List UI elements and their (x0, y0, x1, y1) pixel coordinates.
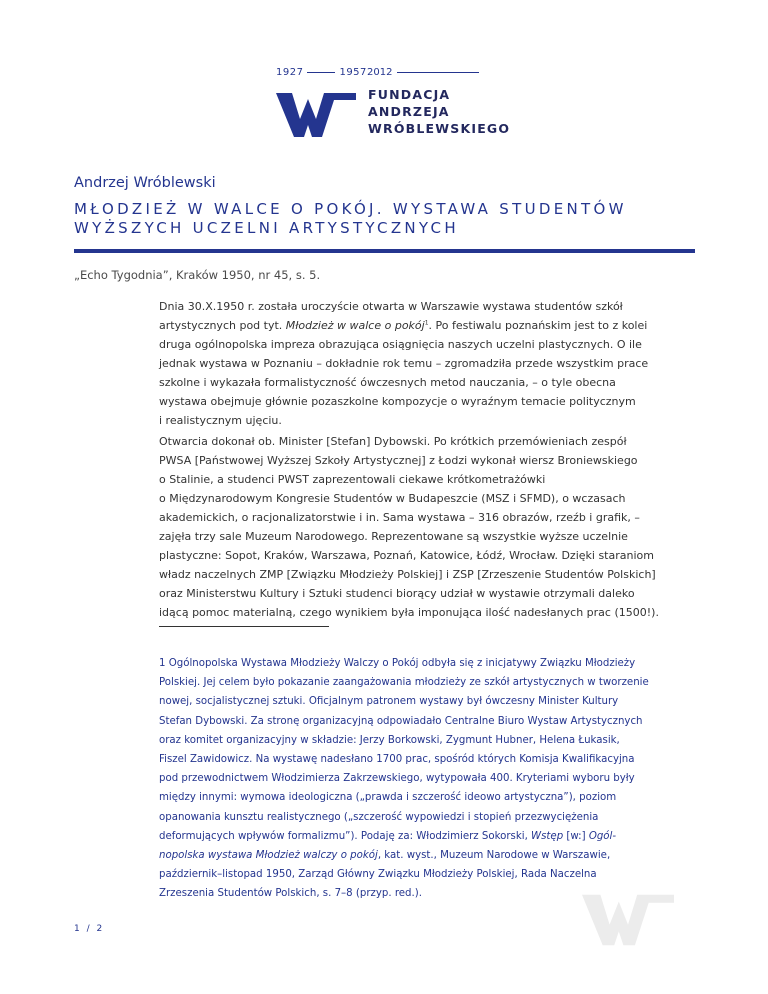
author-name: Andrzej Wróblewski (74, 175, 216, 191)
footnote-line: Zrzeszenia Studentów Polskich, s. 7–8 (przyp. red.). (159, 888, 422, 900)
footnote-line: październik–listopad 1950, Zarząd Główny Związku Młodzieży Polskiej, Rada Naczelna (159, 869, 597, 881)
p2-line: zajęła trzy sale Muzeum Narodowego. Reprezentowane są wszystkie wyższe uczelnie (159, 530, 628, 543)
article-title (74, 200, 694, 238)
title-rule (74, 249, 695, 253)
year-dash (307, 72, 335, 73)
year-start: 1927 (276, 67, 304, 78)
p1-line (159, 316, 699, 335)
p2-line: plastyczne: Sopot, Kraków, Warszawa, Poznań, Katowice, Łódź, Wrocław. Dzięki staraniom (159, 549, 654, 562)
p2-line: oraz Ministerstwu Kultury i Sztuki studenci biorący udział w wystawie otrzymali daleko (159, 587, 635, 600)
p1-line: jednak wystawa w Poznaniu – dokładnie rok temu – zgromadziła przede wszystkim prace (159, 357, 649, 370)
footnote-separator (159, 626, 329, 627)
footnote-line: Polskiej. Jej celem było pokazanie zaangażowania młodzieży ze szkół artystycznych w tworzenie (159, 677, 649, 689)
footnote-line (159, 827, 704, 846)
watermark-w-shape (582, 895, 674, 946)
footnote-italic: Ogól- (588, 830, 617, 842)
p2-line: o Międzynarodowym Kongresie Studentów w Budapeszcie (MSZ i SFMD), o wczasach (159, 492, 626, 505)
footnote-text: deformujących wpływów formalizmu”). Podaję za: Włodzimierz Sokorski, (159, 830, 532, 842)
p2-line: PWSA [Państwowej Wyższej Szkoły Artystycznej] z Łodzi wykonał wiersz Broniewskiego (159, 454, 638, 467)
footnote-line: między innymi: wymowa ideologiczna („prawda i szczerość ideowo artystyczna”), poziom (159, 792, 617, 804)
logo-w-shape (276, 93, 356, 137)
p1-text: . Po festiwalu poznańskim jest to z kolei (428, 319, 648, 332)
title-line-2: WYŻSZYCH UCZELNI ARTYSTYCZNYCH (74, 219, 459, 237)
years-range (276, 67, 367, 78)
p1-line: wystawa obejmuje głównie pozaszkolne kompozycje o wyraźnym temacie politycznym (159, 395, 636, 408)
footnote-ref[interactable]: 1 (424, 319, 429, 327)
p2-line: Otwarcia dokonał ob. Minister [Stefan] Dybowski. Po krótkich przemówieniach zespół (159, 435, 627, 448)
foundation-logo (276, 93, 356, 137)
foundation-line-1: FUNDACJA (368, 87, 451, 102)
exhibition-title-italic: Młodzież w walce o pokój (285, 319, 425, 332)
p2-line: o Stalinie, a studenci PWST zaprezentowali ciekawe krótkometrażówki (159, 473, 546, 486)
footnote-line: Stefan Dybowski. Za stronę organizacyjną odpowiadało Centralne Biuro Wystaw Artystycznych (159, 715, 643, 727)
footnote-line: opanowania kunsztu realistycznego („szczerość wypowiedzi i stopień przezwyciężenia (159, 811, 599, 823)
year-end: 1957 (339, 67, 367, 78)
foundation-line-3: WRÓBLEWSKIEGO (368, 121, 511, 136)
footnote-line: oraz komitet organizacyjny w składzie: Jerzy Borkowski, Zygmunt Hubner, Helena Łukasik, (159, 734, 620, 746)
title-line-1: MŁODZIEŻ W WALCE O POKÓJ. WYSTAWA STUDENTÓW (74, 200, 627, 218)
footnote-text: , kat. wyst., Muzeum Narodowe w Warszawie, (377, 850, 611, 862)
year-2012-label: 2012 (367, 67, 393, 78)
footnote-text: [w:] (563, 830, 589, 842)
footnote-line: pod przewodnictwem Włodzimierza Zakrzewskiego, wytypowała 400. Kryteriami wyboru były (159, 773, 635, 785)
footnote-line (159, 846, 704, 865)
footnote-line: Fiszel Zawidowicz. Na wystawę nadesłano 1700 prac, spośród których Komisja Kwalifikacyjna (159, 754, 635, 766)
footnote-line: nowej, socjalistycznej sztuki. Oficjalnym patronem wystawy był ówczesny Minister Kultury (159, 696, 619, 708)
p2-line: idącą pomoc materialną, czego wynikiem była imponująca ilość nadesłanych prac (1500!). (159, 606, 659, 619)
foundation-name (368, 86, 510, 137)
footnote-1 (159, 654, 704, 904)
p2-line: akademickich, o racjonalizatorstwie i in. Sama wystawa – 316 obrazów, rzeźb i grafik, – (159, 511, 640, 524)
paragraph-2 (159, 432, 699, 622)
source-citation: „Echo Tygodnia”, Kraków 1950, nr 45, s. 5. (74, 268, 321, 282)
p1-line: druga ogólnopolska impreza obrazująca osiągnięcia naszych uczelni plastycznych. O ile (159, 338, 642, 351)
year-2012 (367, 67, 479, 78)
year-2012-line (397, 72, 479, 73)
paragraph-1 (159, 297, 699, 430)
footnote-italic: Wstęp (531, 830, 564, 842)
logo-watermark (582, 888, 674, 952)
foundation-line-2: ANDRZEJA (368, 104, 450, 119)
p2-line: władz naczelnych ZMP [Związku Młodzieży Polskiej] i ZSP [Zrzeszenie Studentów Polskich] (159, 568, 656, 581)
p1-line: i realistycznym ujęciu. (159, 414, 282, 427)
p1-line: Dnia 30.X.1950 r. została uroczyście otwarta w Warszawie wystawa studentów szkół (159, 300, 623, 313)
p1-line: szkolne i wykazała formalistyczność ówczesnych metod nauczania, – o tyle obecna (159, 376, 616, 389)
footnote-italic: nopolska wystawa Młodzież walczy o pokój (159, 850, 378, 862)
footnote-line: 1 Ogólnopolska Wystawa Młodzieży Walczy o Pokój odbyła się z inicjatywy Związku Młodzieży (159, 658, 636, 669)
p1-text: artystycznych pod tyt. (159, 319, 286, 332)
page-number: 1 / 2 (74, 924, 105, 934)
